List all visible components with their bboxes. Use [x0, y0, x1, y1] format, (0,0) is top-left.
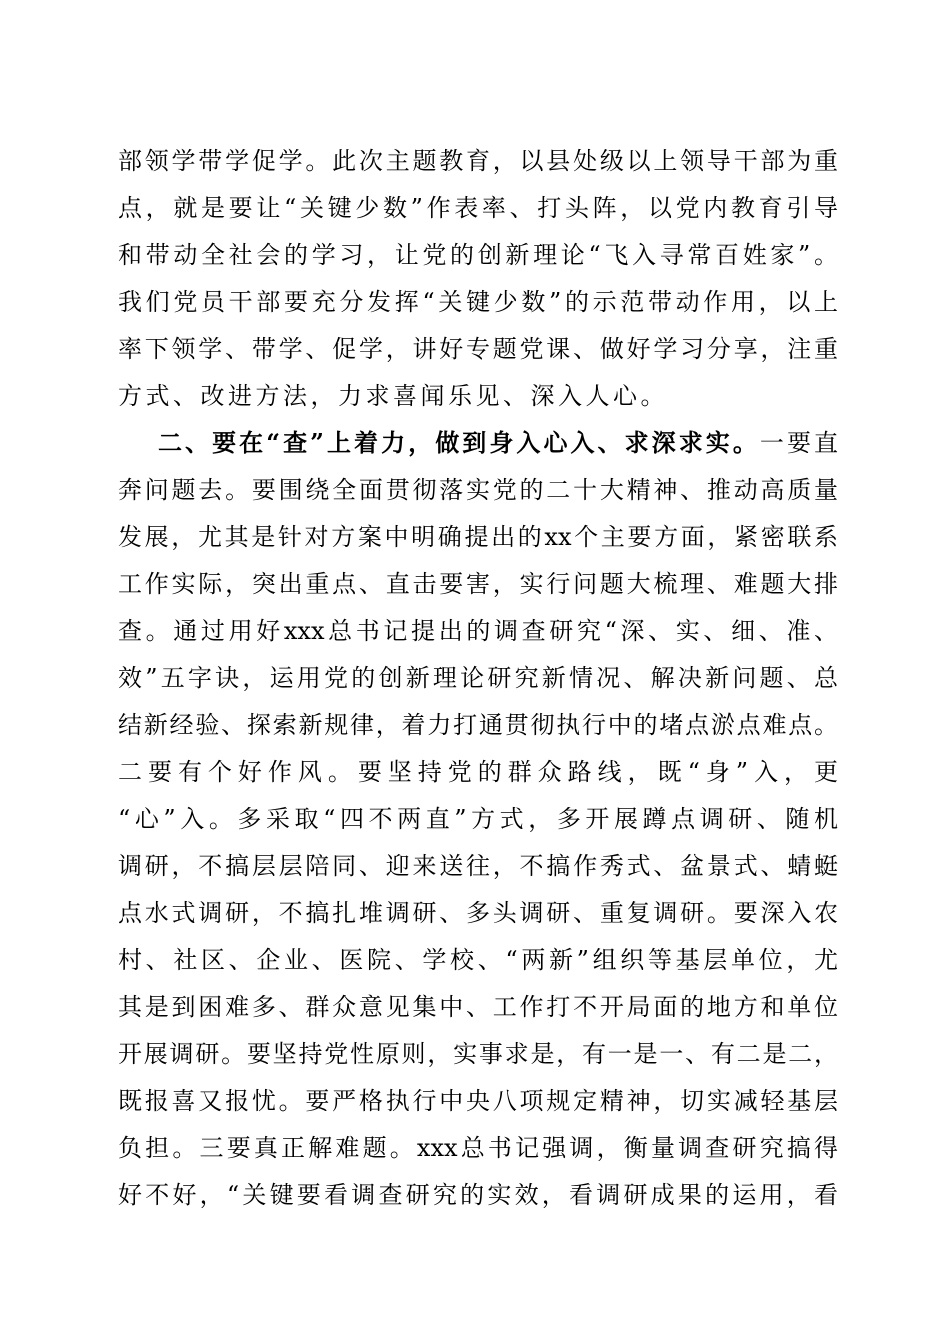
paragraph-line: 调研，不搞层层陪同、迎来送往，不搞作秀式、盆景式、蜻蜓 — [118, 852, 838, 880]
paragraph-line: 查。通过用好xxx总书记提出的调查研究“深、实、细、准、 — [118, 617, 838, 645]
paragraph-line: 二要有个好作风。要坚持党的群众路线，既“身”入，更 — [118, 758, 838, 786]
paragraph-line: 村、社区、企业、医院、学校、“两新”组织等基层单位，尤 — [118, 946, 838, 974]
paragraph-line: 其是到困难多、群众意见集中、工作打不开局面的地方和单位 — [118, 993, 838, 1021]
paragraph-line: 部领学带学促学。此次主题教育，以县处级以上领导干部为重 — [118, 147, 838, 175]
paragraph-line: 效”五字诀，运用党的创新理论研究新情况、解决新问题、总 — [118, 664, 838, 692]
paragraph-line: “心”入。多采取“四不两直”方式，多开展蹲点调研、随机 — [118, 805, 838, 833]
paragraph-line: 好不好，“关键要看调查研究的实效，看调研成果的运用，看 — [118, 1181, 838, 1209]
paragraph-line: 开展调研。要坚持党性原则，实事求是，有一是一、有二是二， — [118, 1040, 838, 1068]
paragraph-line: 既报喜又报忧。要严格执行中央八项规定精神，切实减轻基层 — [118, 1087, 838, 1115]
paragraph-line: 方式、改进方法，力求喜闻乐见、深入人心。 — [118, 382, 668, 410]
paragraph-line: 负担。三要真正解难题。xxx总书记强调，衡量调查研究搞得 — [118, 1134, 838, 1162]
section-heading-continuation: 一要直 — [759, 429, 839, 457]
paragraph-line: 我们党员干部要充分发挥“关键少数”的示范带动作用，以上 — [118, 288, 838, 316]
paragraph-line: 结新经验、探索新规律，着力打通贯彻执行中的堵点淤点难点。 — [118, 711, 838, 739]
section-heading: 二、要在“查”上着力，做到身入心入、求深求实。 — [158, 428, 760, 457]
paragraph-line: 奔问题去。要围绕全面贯彻落实党的二十大精神、推动高质量 — [118, 476, 838, 504]
paragraph-line: 发展，尤其是针对方案中明确提出的xx个主要方面，紧密联系 — [118, 523, 838, 551]
paragraph-line: 点水式调研，不搞扎堆调研、多头调研、重复调研。要深入农 — [118, 899, 838, 927]
paragraph-line: 率下领学、带学、促学，讲好专题党课、做好学习分享，注重 — [118, 335, 838, 363]
section-heading-line — [158, 428, 838, 458]
paragraph-line: 点，就是要让“关键少数”作表率、打头阵，以党内教育引导 — [118, 194, 838, 222]
paragraph-line: 工作实际，突出重点、直击要害，实行问题大梳理、难题大排 — [118, 570, 838, 598]
paragraph-line: 和带动全社会的学习，让党的创新理论“飞入寻常百姓家”。 — [118, 241, 838, 269]
